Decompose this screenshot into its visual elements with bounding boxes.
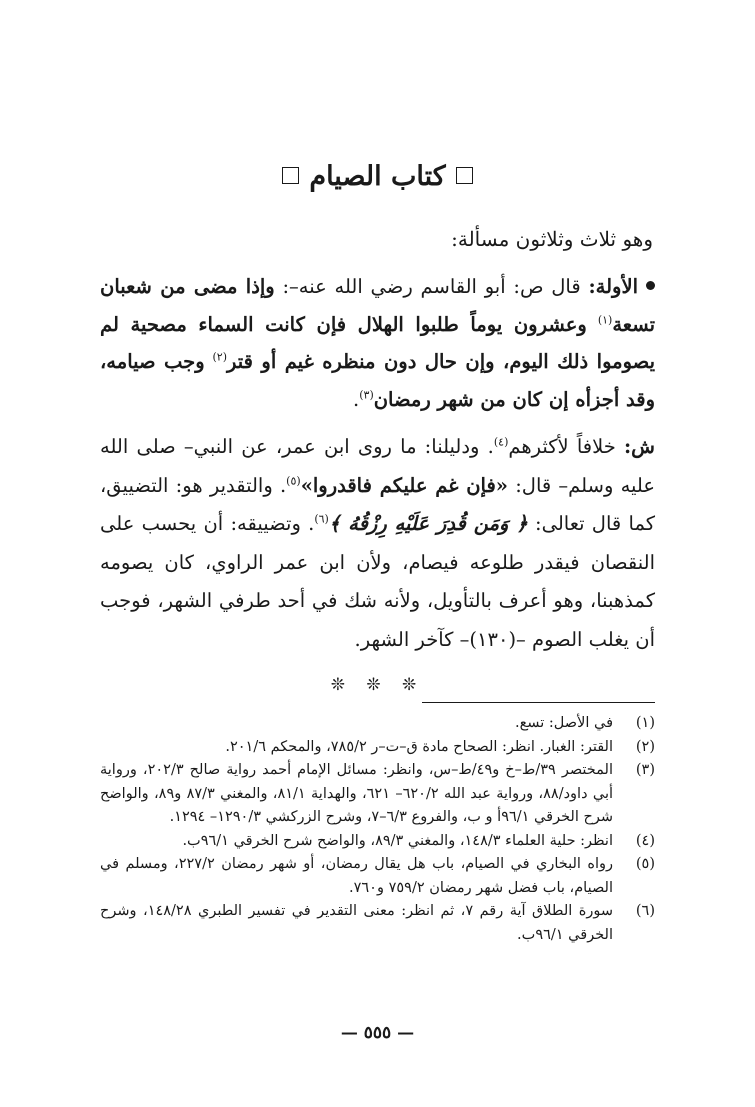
- footnote-text: القتر: الغبار. انظر: الصحاح مادة ق–ت–ر ٧٨٥/٢، والمحكم ٢٠١/٦.: [225, 738, 613, 755]
- footnote-ref-2[interactable]: (٢): [212, 350, 228, 364]
- footnote-text: انظر: حلية العلماء ١٤٨/٣، والمغني ٨٩/٣، والواضح شرح الخرقي ٩٦/١ب.: [182, 832, 613, 849]
- footnote: [100, 853, 655, 900]
- issue-intro: قال ص: أبو القاسم رضي الله عنه–:: [282, 275, 581, 298]
- commentary-label: ش:: [623, 435, 655, 458]
- commentary-text-b: . ودليلنا: ما روى ابن عمر، عن النبي– صلى الله عليه وسلم– قال:: [100, 435, 655, 497]
- commentary-text-d: . وتضييقه: أن يحسب على النقصان فيقدر طلوعه فيصام، ولأن ابن عمر الراوي، كان يصومه كمذهبنا، وهو أعرف بالتأويل، ولأنه شك في أحد طرفي الشهر، فوجب أن يغلب الصوم –(١٣٠)– كآخر الشهر.: [100, 512, 655, 651]
- chapter-subtitle: وهو ثلاث وثلاثون مسألة:: [451, 227, 653, 251]
- footnote-number: (١): [635, 715, 655, 731]
- footnote: [100, 830, 655, 854]
- footnote-number: (٤): [635, 832, 655, 849]
- footnote-text: رواه البخاري في الصيام، باب هل يقال رمضان، أو شهر رمضان ٢٢٧/٢، ومسلم في الصيام، باب فضل شهر رمضان ٧٥٩/٢ و٧٦٠.: [100, 856, 613, 896]
- issue-paragraph: [100, 268, 655, 418]
- chapter-title: [0, 157, 755, 197]
- footnote-ref-1[interactable]: (١): [597, 313, 613, 326]
- commentary-paragraph: [100, 428, 655, 659]
- footnote: [100, 736, 655, 760]
- footnote-ref-5[interactable]: (٥): [286, 474, 301, 487]
- bullet-icon: [646, 281, 655, 290]
- footnotes: [100, 712, 655, 947]
- section-divider-stars: ❊ ❊ ❊: [330, 675, 425, 695]
- commentary-text-a: خلافاً لأكثرهم: [508, 435, 616, 458]
- footnote: [100, 900, 655, 947]
- page-number: — ٥٥٥ —: [340, 1023, 415, 1043]
- chapter-title-text: كتاب الصيام: [309, 161, 446, 192]
- footnote-number: (٦): [635, 903, 655, 919]
- quran-verse: ﴿ وَمَن قُدِرَ عَلَيْهِ رِزْقُهُ ﴾: [328, 512, 528, 535]
- issue-text-c: وجب صيامه، وقد أجزأه إن كان من شهر رمضان: [100, 350, 655, 411]
- issue-label: الأولة:: [588, 275, 639, 298]
- footnote-ref-4[interactable]: (٤): [493, 435, 509, 449]
- footnote-text: المختصر ٣٩/ط–خ و٤٩/ط–س، وانظر: مسائل الإمام أحمد رواية صالح ٢٠٢/٣، ورواية أبي داود/٨٨، ورواية عبد الله ٦٢٠/٢– ٦٢١، والهداية ٨١/١، والمغني ٨٧/٣ و٨٩، والواضح شرح الخرقي ٩٦/١أ و ب، والفروع ٦/٣–٧، وشرح الزركشي ١٢٩٠/٣– ١٢٩٤.: [100, 762, 614, 825]
- footnote: [100, 712, 655, 736]
- issue-text-a: وإذا مضى من شعبان تسعة: [100, 275, 656, 336]
- commentary-text-c: . والتقدير هو: التضييق، كما قال تعالى:: [100, 473, 656, 535]
- footnote-ref-6[interactable]: (٦): [314, 512, 329, 526]
- footnote-text: في الأصل: تسع.: [514, 715, 613, 731]
- hadith-quote: «فإن غم عليكم فاقدروا»: [300, 473, 508, 497]
- footnote-ref-3[interactable]: (٣): [359, 388, 374, 401]
- issue-end: .: [353, 387, 360, 411]
- footnote-separator: [422, 702, 655, 703]
- footnote-number: (٥): [635, 856, 655, 872]
- square-ornament-icon: [282, 167, 299, 184]
- footnote-number: (٢): [635, 738, 655, 755]
- footnote-text: سورة الطلاق آية رقم ٧، ثم انظر: معنى التقدير في تفسير الطبري ١٤٨/٢٨، وشرح الخرقي ٩٦/١ب.: [100, 903, 613, 943]
- footnote: [100, 759, 655, 830]
- square-ornament-icon: [456, 167, 473, 184]
- footnote-number: (٣): [635, 762, 655, 778]
- issue-text-b: وعشرون يوماً طلبوا الهلال فإن كانت السماء مصحية لم يصوموا ذلك اليوم، وإن حال دون منظره غيم أو قتر: [100, 312, 655, 373]
